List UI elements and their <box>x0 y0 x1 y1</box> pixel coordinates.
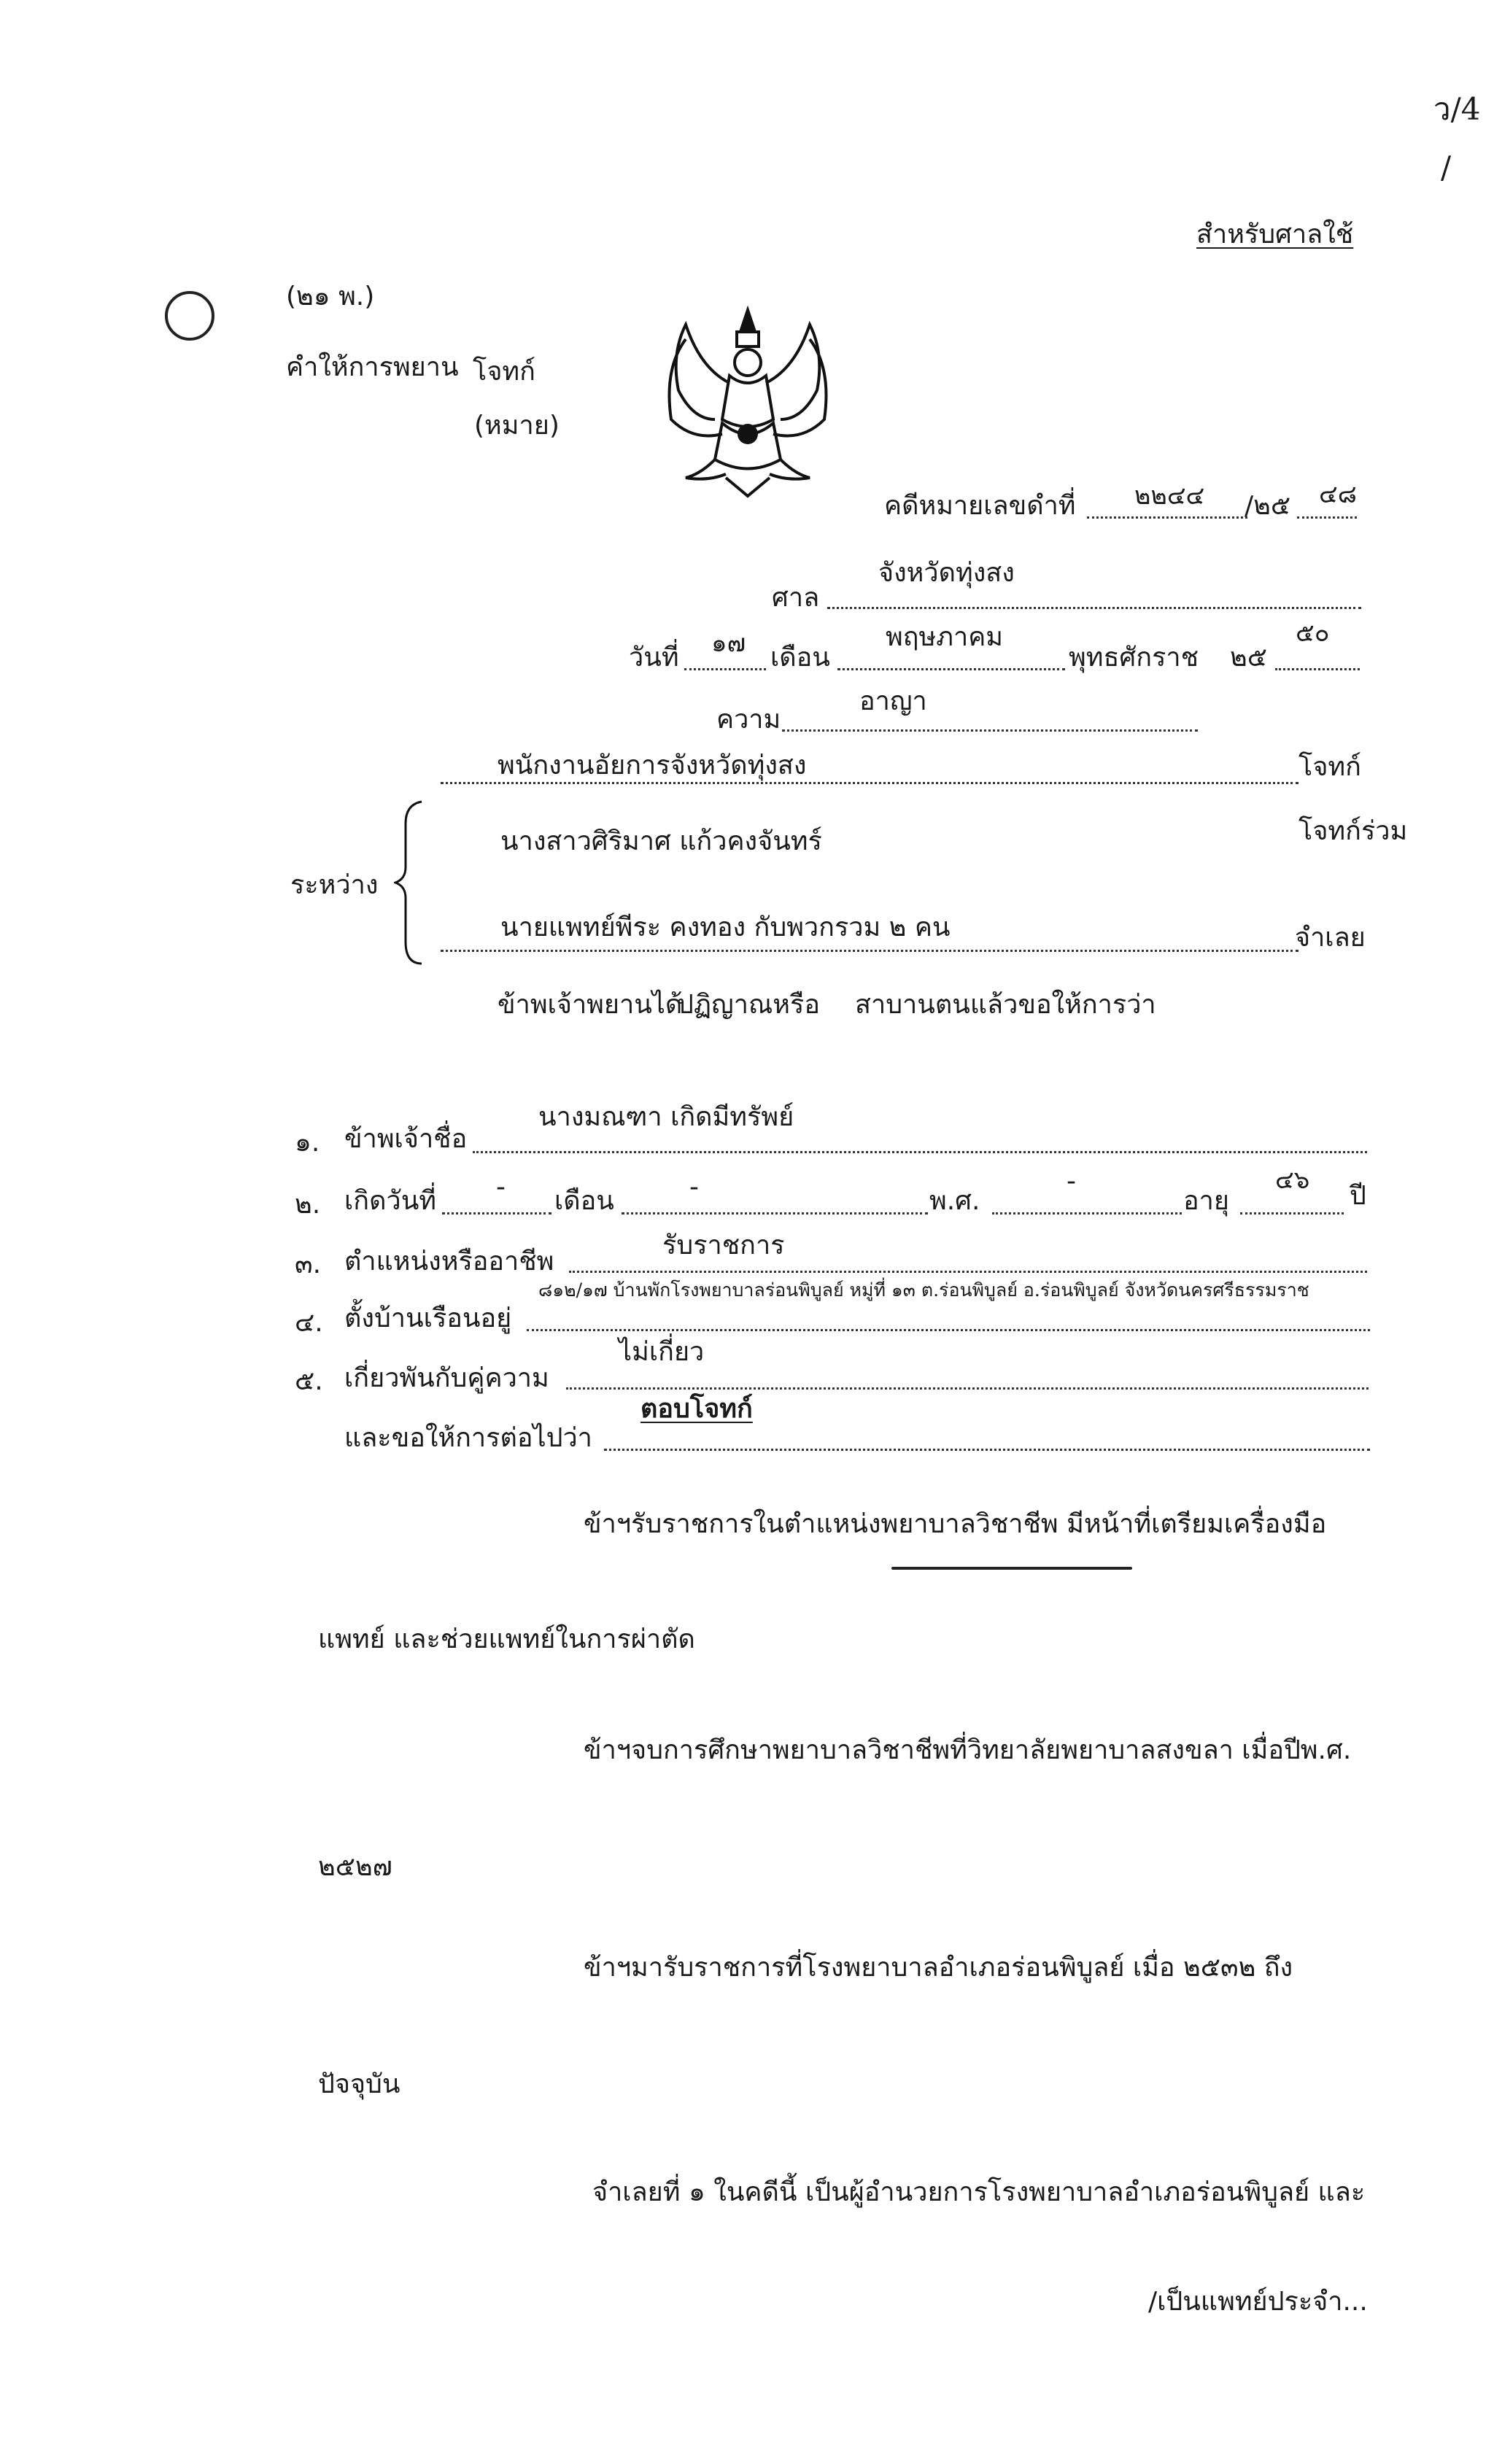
parties-brace <box>394 799 423 966</box>
field-2-number: ๒. <box>295 1190 321 1220</box>
court-use-label: สำหรับศาลใช้ <box>1196 220 1354 249</box>
field-1-number: ๑. <box>295 1128 320 1158</box>
case-type-label: ความ <box>716 705 781 735</box>
continue-label: และขอให้การต่อไปว่า <box>344 1423 592 1453</box>
defendant-role: จำเลย <box>1295 923 1366 953</box>
field-5-number: ๕. <box>295 1366 323 1396</box>
address-value: ๘๑๒/๑๗ บ้านพักโรงพยาบาลร่อนพิบูลย์ หมู่ที่ ๑๓ ต.ร่อนพิบูลย์ อ.ร่อนพิบูลย์ จังหวัดนครศรีธรรมราช <box>538 1279 1309 1301</box>
witness-side-note: (หมาย) <box>474 411 560 441</box>
age-unit: ปี <box>1350 1181 1366 1211</box>
co-plaintiff-role: โจทก์ร่วม <box>1298 816 1408 846</box>
between-label: ระหว่าง <box>290 870 379 900</box>
birth-year: - <box>1067 1166 1076 1196</box>
date-day-label: วันที่ <box>629 643 679 673</box>
oath-text-crossed: ปฏิญาณหรือ <box>677 990 820 1020</box>
garuda-emblem <box>642 295 854 514</box>
document-title: คำให้การพยาน <box>286 352 459 382</box>
occupation-label: ตำแหน่งหรืออาชีพ <box>344 1247 554 1276</box>
date-month-label: เดือน <box>770 643 830 673</box>
court-label: ศาล <box>772 583 820 613</box>
testimony-line-5: ข้าฯมารับราชการที่โรงพยาบาลอำเภอร่อนพิบูลย์ เมื่อ ๒๕๓๒ ถึง <box>584 1953 1293 1983</box>
testimony-line-3: ข้าฯจบการศึกษาพยาบาลวิชาชีพที่วิทยาลัยพยาบาลสงขลา เมื่อปีพ.ศ. <box>584 1735 1352 1765</box>
oath-text-before: ข้าพเจ้าพยานได้ <box>498 990 683 1020</box>
date-year-label: พุทธศักราช <box>1069 643 1199 673</box>
case-number-year: ๔๘ <box>1319 480 1357 509</box>
relation-value: ไม่เกี่ยว <box>619 1337 705 1367</box>
defendant-name: นายแพทย์พีระ คงทอง กับพวกรวม ๒ คน <box>500 913 951 942</box>
court-value: จังหวัดทุ่งสง <box>878 558 1015 588</box>
date-year: ๕๐ <box>1296 619 1330 648</box>
date-day: ๑๗ <box>711 629 746 658</box>
testimony-line-1: ข้าฯรับราชการในตำแหน่งพยาบาลวิชาชีพ มีหน้าที่เตรียมเครื่องมือ <box>584 1509 1327 1539</box>
hole-punch-circle <box>162 288 217 344</box>
address-label: ตั้งบ้านเรือนอยู่ <box>344 1303 512 1333</box>
age-value: ๔๖ <box>1275 1166 1310 1195</box>
name-label: ข้าพเจ้าชื่อ <box>344 1124 468 1154</box>
testimony-line-2: แพทย์ และช่วยแพทย์ในการผ่าตัด <box>318 1624 695 1654</box>
birth-month-label: เดือน <box>554 1186 614 1216</box>
field-3-number: ๓. <box>295 1250 322 1279</box>
testimony-line-6: ปัจจุบัน <box>318 2069 400 2099</box>
case-number-value: ๒๒๔๔ <box>1134 481 1205 511</box>
margin-mark: / <box>1441 150 1452 185</box>
relation-label: เกี่ยวพันกับคู่ความ <box>344 1363 549 1393</box>
name-value: นางมณฑา เกิดมีทรัพย์ <box>538 1102 794 1132</box>
testimony-line-4: ๒๕๒๗ <box>318 1852 392 1882</box>
birth-month: - <box>689 1172 699 1202</box>
plaintiff-name: พนักงานอัยการจังหวัดทุ่งสง <box>498 751 807 780</box>
date-month: พฤษภาคม <box>886 622 1004 652</box>
oath-text-after: สาบานตนแล้วขอให้การว่า <box>855 990 1156 1020</box>
plaintiff-role: โจทก์ <box>1298 752 1361 782</box>
birth-year-label: พ.ศ. <box>929 1186 980 1216</box>
case-number-separator: /๒๕ <box>1245 491 1291 521</box>
case-number-label: คดีหมายเลขดำที่ <box>884 491 1076 521</box>
witness-side: โจทก์ <box>473 357 535 387</box>
continue-value: ตอบโจทก์ <box>640 1394 753 1424</box>
testimony-line-7: จำเลยที่ ๑ ในคดีนี้ เป็นผู้อำนวยการโรงพยาบาลอำเภอร่อนพิบูลย์ และ <box>592 2177 1366 2207</box>
case-type-value: อาญา <box>859 686 927 716</box>
continuation-note: /เป็นแพทย์ประจำ... <box>1148 2287 1368 2317</box>
page-number-note: ว/4 <box>1433 91 1481 127</box>
age-label: อายุ <box>1183 1186 1229 1216</box>
birth-day-label: เกิดวันที่ <box>344 1186 437 1216</box>
field-4-number: ๔. <box>295 1308 323 1338</box>
birth-day: - <box>496 1172 506 1202</box>
co-plaintiff-name: นางสาวศิริมาศ แก้วคงจันทร์ <box>500 826 822 856</box>
form-code: (๒๑ พ.) <box>286 282 375 311</box>
occupation-value: รับราชการ <box>662 1231 785 1260</box>
date-year-prefix: ๒๕ <box>1230 643 1267 673</box>
handwritten-underline <box>891 1567 1132 1570</box>
